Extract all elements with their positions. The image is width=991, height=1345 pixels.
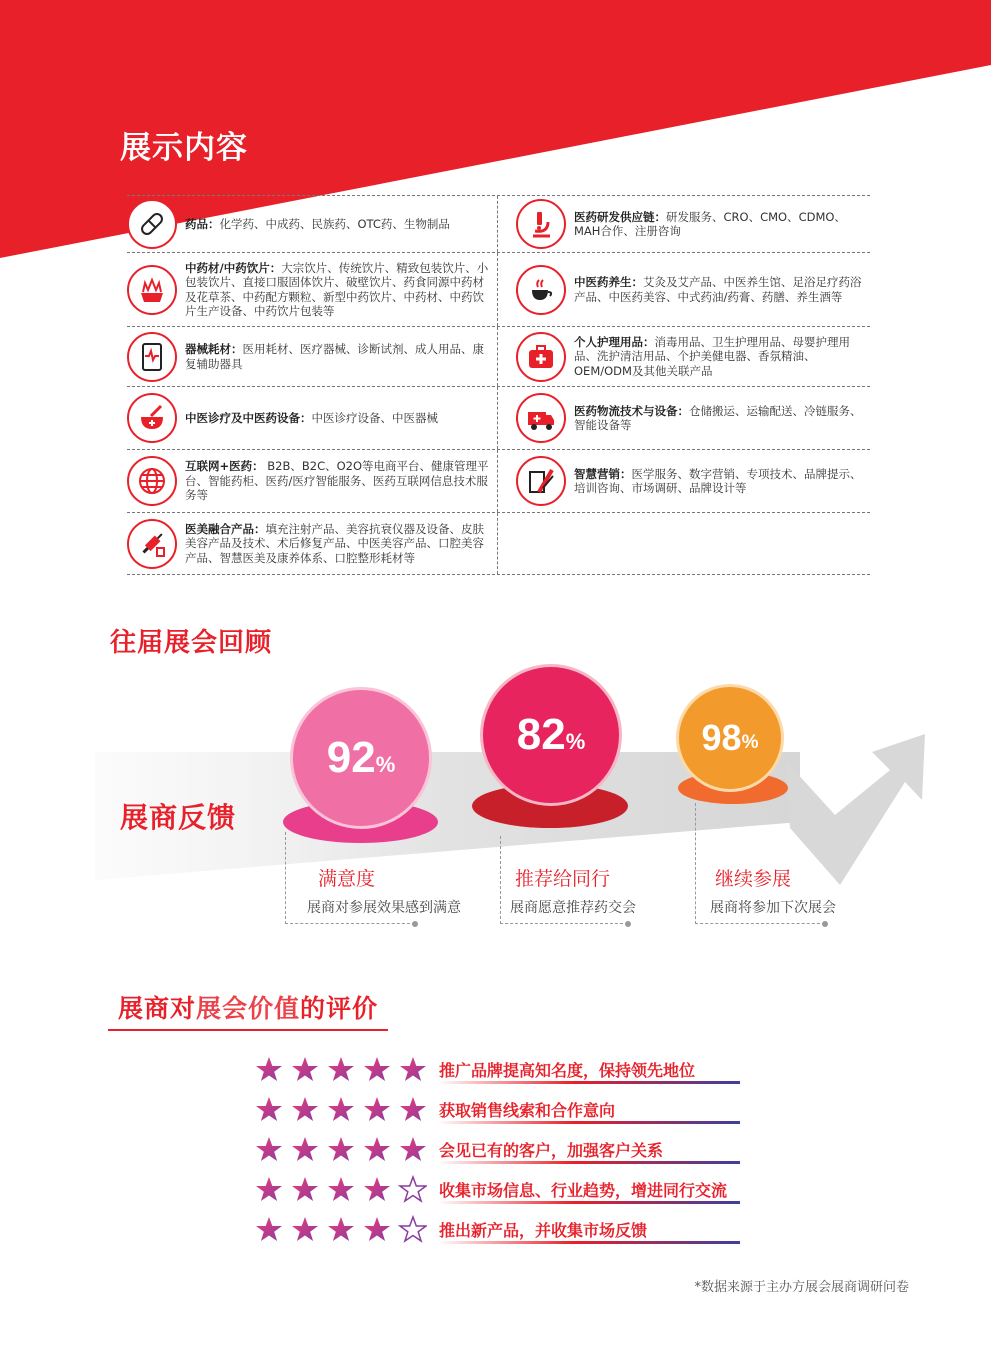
evaluation-title-part: 展会价值 (196, 994, 301, 1023)
product-category: 医药研发供应链： (574, 209, 666, 224)
satisfaction-label: 满意度 (318, 868, 376, 890)
star-filled-icon (400, 1137, 426, 1161)
evaluation-text: 会见已有的客户，加强客户关系 (439, 1141, 664, 1160)
section-title-display: 展示内容 (120, 130, 248, 166)
product-category: 个人护理用品： (574, 334, 655, 349)
star-filled-icon (256, 1137, 282, 1161)
star-filled-icon (292, 1057, 318, 1081)
bubble-continue (676, 684, 784, 792)
product-category: 互联网+医药： (185, 459, 264, 474)
star-filled-icon (292, 1177, 318, 1201)
star-filled-icon (292, 1217, 318, 1241)
star-rating (255, 1175, 427, 1203)
recommend-label: 推荐给同行 (515, 868, 611, 890)
evaluation-row (255, 1135, 740, 1167)
evaluation-title (108, 985, 388, 1031)
star-filled-icon (256, 1177, 282, 1201)
star-filled-icon (256, 1057, 282, 1081)
star-rating (255, 1215, 427, 1243)
recommend-desc: 展商愿意推荐药交会 (510, 900, 636, 916)
callout-dot (822, 921, 828, 927)
product-category: 中医诊疗及中医药设备： (185, 410, 312, 425)
star-filled-icon (292, 1097, 318, 1121)
star-filled-icon (328, 1057, 354, 1081)
star-filled-icon (400, 1057, 426, 1081)
evaluation-title-part: 展商对 (118, 994, 197, 1023)
evaluation-text: 推广品牌提高知名度，保持领先地位 (439, 1061, 696, 1080)
satisfaction-unit: % (375, 752, 396, 777)
evaluation-text: 推出新产品，并收集市场反馈 (439, 1221, 648, 1240)
product-category: 智慧营销： (574, 466, 632, 481)
section-title-review: 往届展会回顾 (110, 628, 273, 658)
product-description: B2B、B2C、O2O等电商平台、健康管理平台、智能药柜、医药/医疗智能服务、医药互联网信息技术服务等 (185, 459, 489, 503)
evaluation-row (255, 1175, 740, 1207)
star-filled-icon (328, 1137, 354, 1161)
star-filled-icon (328, 1217, 354, 1241)
star-filled-icon (364, 1097, 390, 1121)
evaluation-underline (437, 1201, 740, 1204)
product-description: 填充注射产品、美容抗衰仪器及设备、皮肤美容产品及技术、术后修复产品、中医美容产品、口腔美容产品、智慧医美及康养体系、口腔整形耗材等 (185, 521, 484, 565)
satisfaction-desc: 展商对参展效果感到满意 (307, 900, 461, 916)
product-category: 医药物流技术与设备： (574, 403, 689, 418)
product-category: 中药材/中药饮片： (185, 260, 282, 275)
product-description: 大宗饮片、传统饮片、精致包装饮片、小包装饮片、直接口服固体饮片、破壁饮片、药食同源中药材及花草茶、中药配方颗粒、新型中药饮片、中药材、中药饮片生产设备、中药饮片包装等 (185, 260, 489, 318)
star-filled-icon (364, 1137, 390, 1161)
star-filled-icon (328, 1177, 354, 1201)
evaluation-underline (437, 1161, 740, 1164)
feedback-title: 展商反馈 (120, 801, 237, 834)
callout-dot (412, 921, 418, 927)
evaluation-text: 收集市场信息、行业趋势，增进同行交流 (439, 1181, 728, 1200)
product-description: 中医诊疗设备、中医器械 (311, 410, 438, 425)
star-filled-icon (292, 1137, 318, 1161)
satisfaction-value: 92 (326, 733, 376, 782)
evaluation-underline (437, 1121, 740, 1124)
product-category: 药品： (185, 216, 220, 231)
evaluation-title-part: 的评价 (300, 994, 379, 1023)
star-filled-icon (364, 1057, 390, 1081)
star-outline-icon (400, 1177, 426, 1201)
star-rating (255, 1095, 427, 1123)
star-filled-icon (328, 1097, 354, 1121)
evaluation-row (255, 1095, 740, 1127)
callout-dot (625, 921, 631, 927)
evaluation-underline (437, 1241, 740, 1244)
continue-label: 继续参展 (715, 868, 792, 890)
continue-desc: 展商将参加下次展会 (710, 900, 836, 916)
star-filled-icon (256, 1217, 282, 1241)
product-category: 医美融合产品： (185, 521, 266, 536)
product-description: 艾灸及艾产品、中医养生馆、足浴足疗药浴产品、中医药美容、中式药油/药膏、药膳、养生酒等 (574, 275, 862, 304)
star-filled-icon (400, 1097, 426, 1121)
continue-value: 98 (701, 717, 742, 758)
product-description: 医用耗材、医疗器械、诊断试剂、成人用品、康复辅助器具 (185, 342, 484, 371)
bubble-satisfaction (290, 687, 432, 829)
bubble-recommend (480, 664, 622, 806)
star-outline-icon (400, 1217, 426, 1241)
product-category: 中医药养生： (574, 275, 643, 289)
star-filled-icon (364, 1217, 390, 1241)
footnote: *数据来源于主办方展会展商调研问卷 (694, 1280, 909, 1295)
recommend-value: 82 (516, 710, 566, 759)
recommend-unit: % (565, 729, 586, 754)
continue-unit: % (741, 732, 759, 753)
product-description: 研发服务、CRO、CMO、CDMO、MAH合作、注册咨询 (574, 209, 846, 238)
evaluation-row (255, 1055, 740, 1087)
product-description: 医学服务、数字营销、专项技术、品牌提示、培训咨询、市场调研、品牌设计等 (574, 466, 862, 495)
evaluation-text: 获取销售线索和合作意向 (439, 1101, 616, 1120)
star-rating (255, 1135, 427, 1163)
evaluation-underline (437, 1081, 740, 1084)
product-category: 器械耗材： (185, 342, 243, 356)
star-rating (255, 1055, 427, 1083)
product-description: 消毒用品、卫生护理用品、母婴护理用品、洗护清洁用品、个护美健电器、香氛精油、OEM/ODM及其他关联产品 (574, 334, 850, 378)
star-filled-icon (256, 1097, 282, 1121)
product-description: 化学药、中成药、民族药、OTC药、生物制品 (219, 216, 450, 231)
product-description: 仓储搬运、运输配送、冷链服务、智能设备等 (574, 403, 862, 432)
star-filled-icon (364, 1177, 390, 1201)
evaluation-row (255, 1215, 740, 1247)
